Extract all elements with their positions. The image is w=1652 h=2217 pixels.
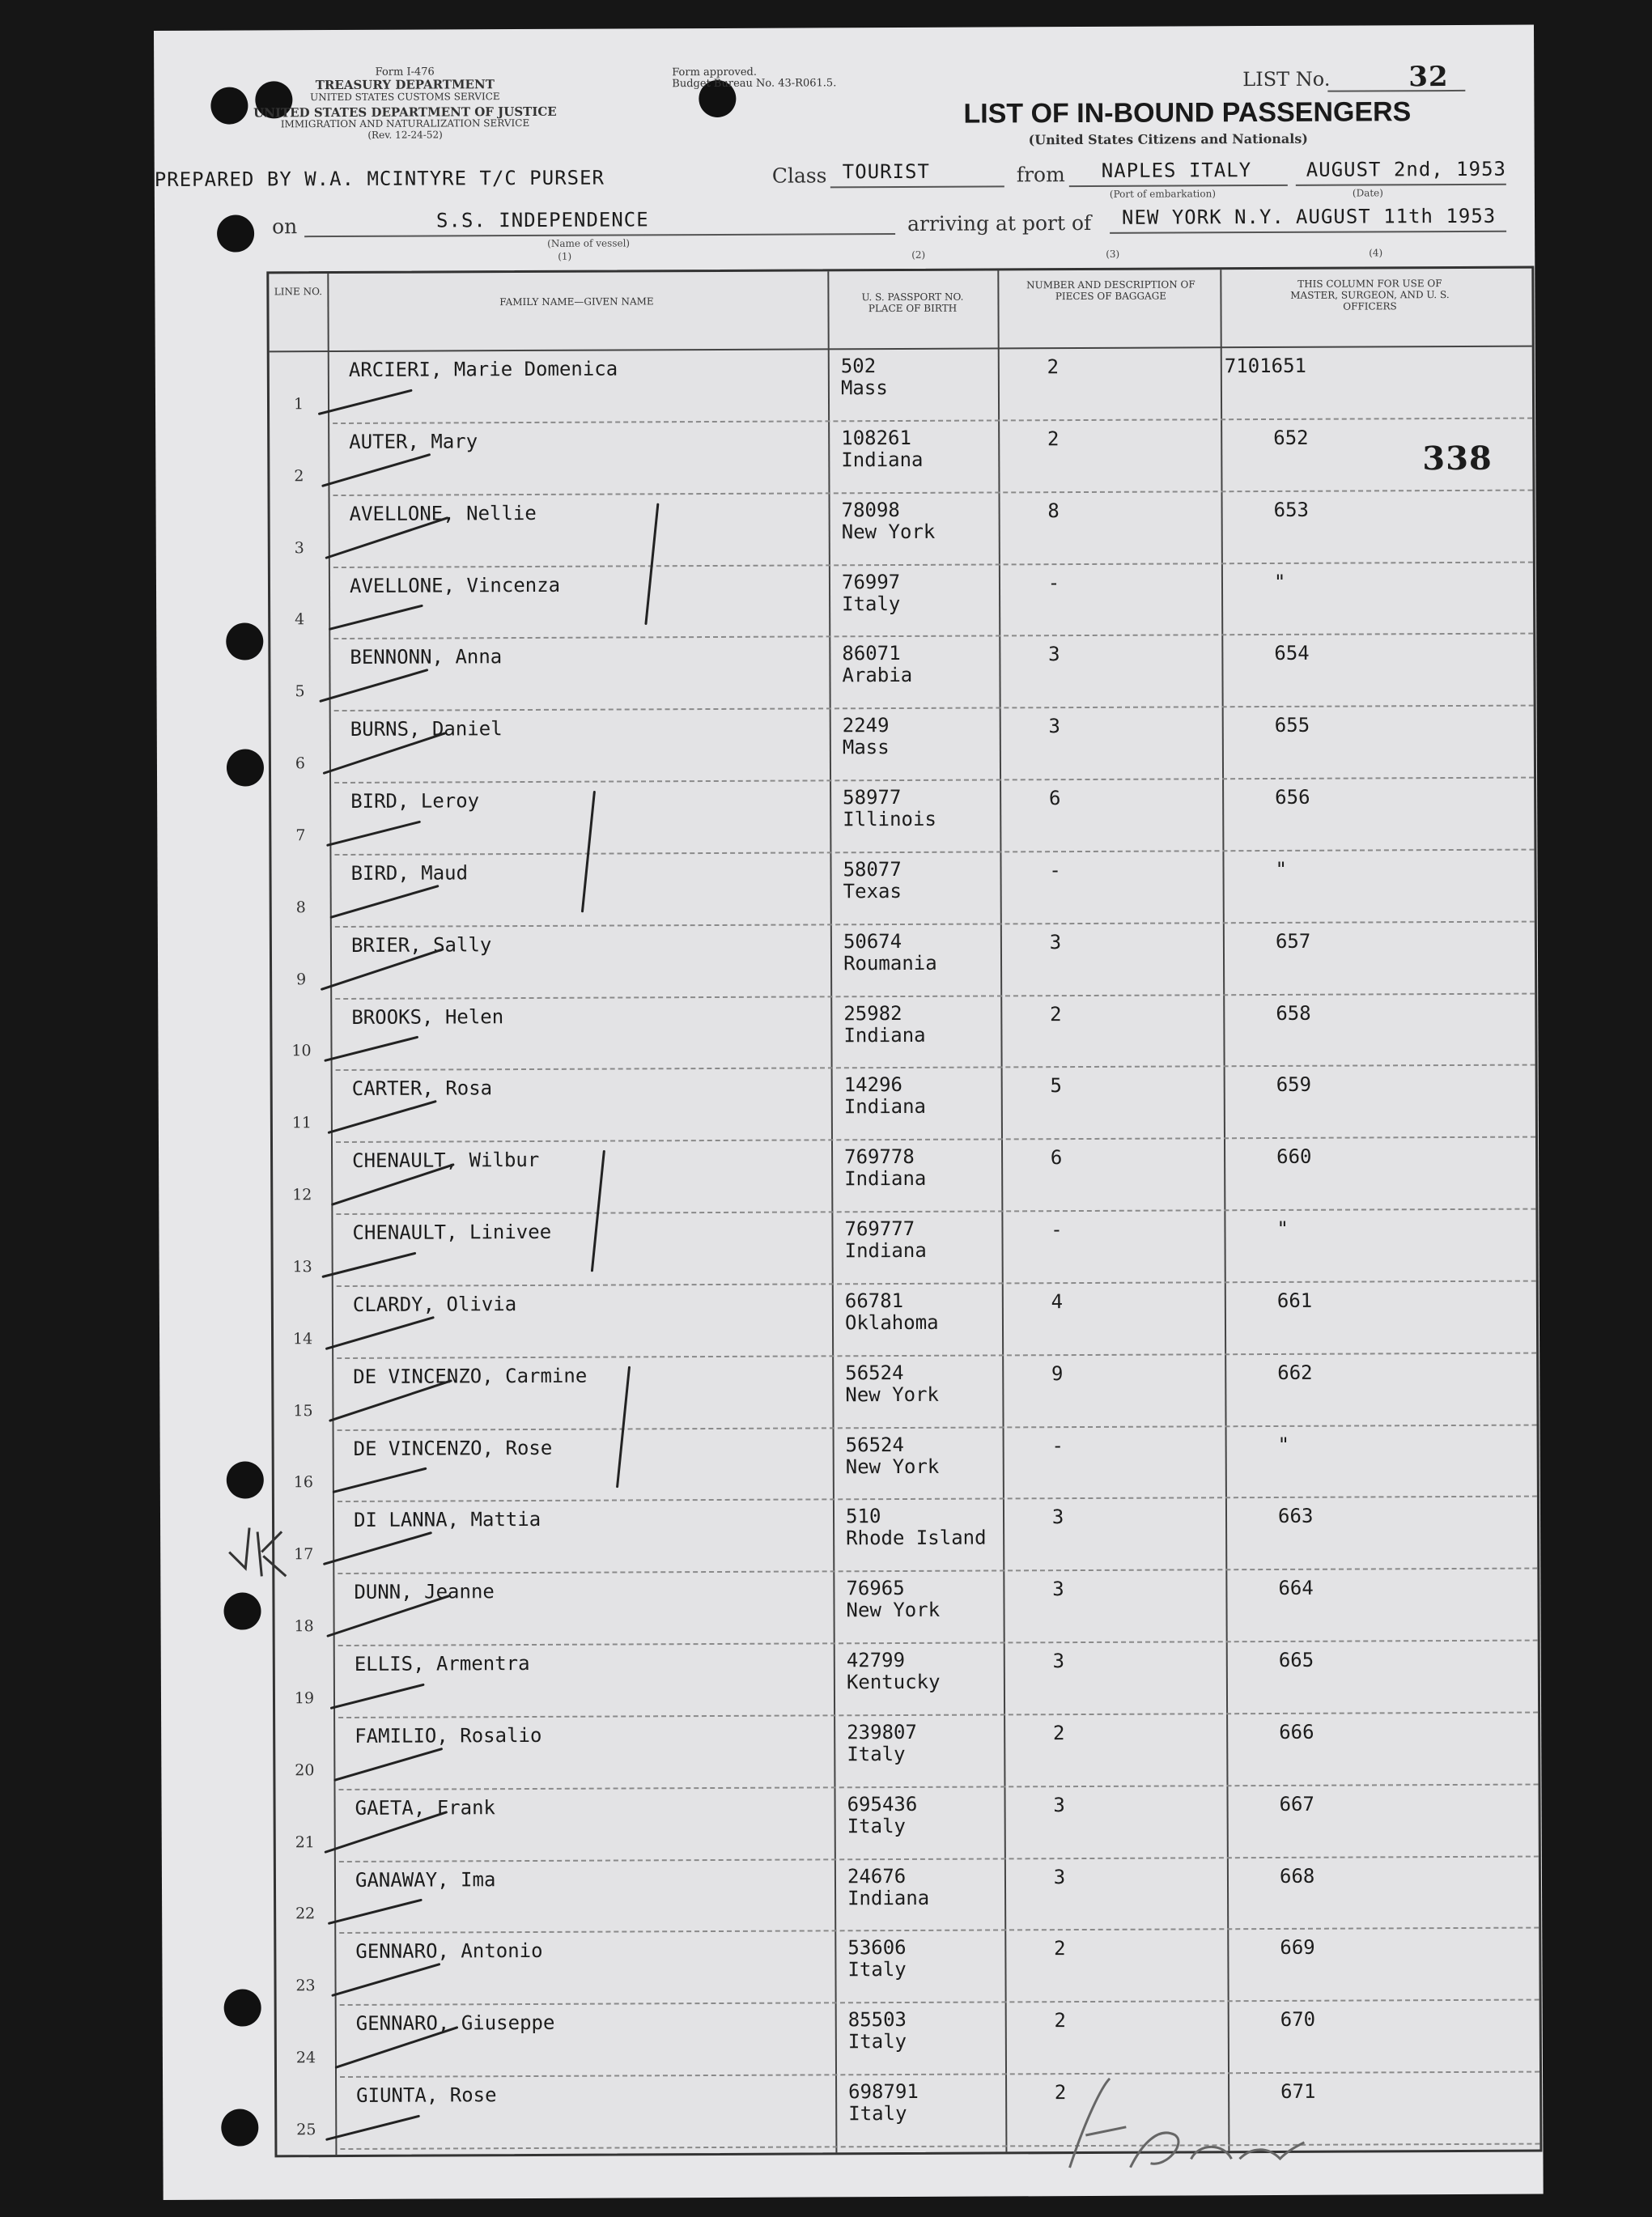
class-value: TOURIST [842,159,930,184]
punch-hole [210,87,248,124]
baggage-count: 8 [1047,499,1060,522]
place-of-birth: Indiana [843,1023,926,1047]
line-number: 16 [293,1473,313,1492]
punch-hole [226,622,263,660]
place-of-birth: Indiana [841,448,924,472]
place-of-birth: Texas [843,879,902,903]
baggage-count: 2 [1052,1722,1065,1745]
approval-block [672,66,882,91]
check-mark [329,605,423,631]
baggage-count: - [1051,1433,1064,1457]
baggage-count: 3 [1052,1650,1065,1673]
baggage-count: 2 [1047,427,1060,451]
officer-note: 7101651 [1224,354,1307,378]
place-of-birth: Mass [840,376,888,400]
place-of-birth: Italy [847,2030,907,2053]
line-number: 24 [295,2049,316,2067]
table-row [274,1497,1537,1575]
form-agency-block [251,66,558,142]
header-line-no: LINE NO. [274,286,323,298]
treasury-department: TREASURY DEPARTMENT [315,77,495,93]
vessel-caption: (Name of vessel) [547,237,631,249]
passport-number: 2249 [842,714,890,737]
punch-hole [224,1989,261,2026]
passport-number: 239807 [847,1720,917,1744]
check-mark [324,1036,418,1062]
officer-note: 663 [1277,1505,1314,1528]
table-row [270,491,1533,568]
check-mark [328,1899,423,1925]
line-number: 22 [295,1905,316,1923]
place-of-birth: Indiana [844,1238,927,1263]
table-row [275,1714,1538,1791]
passenger-name: DE VINCENZO, Carmine [353,1364,588,1388]
table-row [274,1281,1536,1359]
passport-number: 24676 [847,1864,907,1888]
prepared-by: PREPARED BY W.A. MCINTYRE T/C PURSER [154,166,605,191]
baggage-count: 3 [1048,643,1060,666]
officer-note: 671 [1280,2079,1316,2104]
budget-bureau: Budget Bureau No. 43-R061.5. [672,77,837,91]
table-row [270,635,1533,712]
officer-note: 654 [1274,642,1310,665]
check-mark [325,1316,435,1350]
header-officers: THIS COLUMN FOR USE OF MASTER, SURGEON, AND U. S. OFFICERS [1290,278,1450,312]
class-label: Class [771,164,827,188]
passport-number: 698791 [848,2080,919,2104]
passenger-name: GANAWAY, Ima [355,1867,496,1892]
officer-note: 653 [1273,498,1310,521]
passport-number: 58977 [843,786,902,809]
place-of-birth: New York [841,520,936,543]
header-passport: U. S. PASSPORT NO. PLACE OF BIRTH [861,291,964,314]
from-value: NAPLES ITALY [1101,159,1252,182]
date-caption: (Date) [1352,187,1383,199]
passenger-name: GENNARO, Giuseppe [355,2011,555,2036]
place-of-birth: Arabia [842,664,913,687]
officer-note: 659 [1276,1073,1312,1097]
passenger-name: CHENAULT, Linivee [352,1220,552,1245]
date-underline [1296,184,1506,186]
page-title: LIST OF IN-BOUND PASSENGERS [963,96,1412,130]
baggage-count: 3 [1049,930,1062,953]
officer-note: 662 [1277,1361,1313,1384]
on-label: on [271,214,298,239]
place-of-birth: Oklahoma [844,1310,939,1335]
passport-number: 108261 [841,426,911,450]
place-of-birth: Roumania [843,951,937,975]
passenger-name: ELLIS, Armentra [354,1652,530,1676]
officer-note: 666 [1279,1720,1314,1743]
check-mark [330,1684,425,1709]
customs-service: UNITED STATES CUSTOMS SERVICE [310,90,500,103]
ins-service: IMMIGRATION AND NATURALIZATION SERVICE [280,117,530,130]
check-mark [326,820,421,846]
line-number: 2 [294,466,304,485]
passport-number: 85503 [847,2008,907,2032]
line-number: 11 [291,1114,312,1132]
passenger-name: DE VINCENZO, Rose [353,1436,553,1460]
passport-number: 53606 [847,1936,907,1960]
place-of-birth: New York [845,1382,940,1407]
department-of-justice: UNITED STATES DEPARTMENT OF JUSTICE [253,104,557,121]
officer-note: " [1275,857,1288,881]
line-number: 25 [296,2121,316,2139]
passenger-name: ARCIERI, Marie Domenica [348,357,618,381]
line-number: 17 [294,1545,314,1564]
officer-note: 660 [1276,1145,1312,1169]
line-number: 15 [293,1401,313,1420]
check-mark [321,1252,416,1278]
passport-number: 502 [840,355,877,378]
handwritten-mark-left [221,1519,294,1587]
line-number: 6 [295,754,306,773]
officer-note: 667 [1279,1792,1314,1816]
officer-note: 652 [1273,426,1309,449]
baggage-count: 3 [1053,1865,1066,1888]
col-2-caption: (2) [911,248,926,261]
form-number: Form I-476 [375,66,435,79]
check-mark [331,1963,440,1997]
passenger-name: CARTER, Rosa [351,1077,493,1101]
table-row [271,707,1534,784]
baggage-count: 2 [1050,1002,1062,1026]
check-mark [319,669,428,703]
baggage-count: 3 [1051,1506,1064,1529]
table-row [271,779,1534,856]
from-label: from [1016,163,1065,187]
table-row [273,1210,1535,1288]
baggage-count: 2 [1054,1937,1066,1960]
passenger-name: BENNONN, Anna [350,645,503,669]
passenger-name: CHENAULT, Wilbur [352,1149,540,1173]
officer-note: 655 [1274,713,1310,737]
form-revision: (Rev. 12-24-52) [367,129,443,141]
line-number: 12 [292,1186,312,1204]
passport-number: 25982 [843,1001,902,1025]
baggage-count: 3 [1048,715,1061,738]
table-row [272,922,1535,1000]
check-mark [328,1100,437,1134]
table-row [272,994,1535,1072]
passport-number: 58077 [843,857,902,881]
place-of-birth: Rhode Island [846,1526,987,1550]
table-row [270,347,1532,425]
passenger-name: DUNN, Jeanne [354,1580,495,1604]
header-baggage: NUMBER AND DESCRIPTION OF PIECES OF BAGGAGE [1026,278,1195,302]
officer-note: " [1273,570,1286,593]
table-row [277,2001,1539,2079]
officer-note: 665 [1278,1648,1314,1672]
officer-note: 669 [1280,1936,1315,1960]
passport-number: 56524 [845,1433,904,1456]
check-mark [321,453,431,487]
passenger-name: BRIER, Sally [350,932,492,957]
handwritten-annotation: 338 [1422,439,1493,478]
passport-number: 769778 [844,1145,915,1169]
table-row [270,418,1532,496]
line-number: 23 [295,1977,316,1995]
officer-note: 664 [1278,1577,1314,1600]
baggage-count: 9 [1051,1361,1064,1385]
table-row [270,563,1533,640]
place-of-birth: Italy [847,1958,907,1981]
line-number: 1 [293,395,304,414]
check-mark [333,1748,443,1782]
row-rule [340,2143,1539,2150]
table-row [274,1569,1537,1647]
baggage-count: 3 [1052,1578,1064,1601]
arriving-label: arriving at port of [907,210,1092,236]
passenger-table [266,266,1542,2158]
passenger-name: GIUNTA, Rose [356,2083,497,2108]
line-number: 8 [295,898,306,916]
line-number: 4 [295,610,305,629]
place-of-birth: Italy [847,1742,906,1766]
place-of-birth: Italy [842,592,901,615]
check-mark [333,1467,427,1493]
list-number-label: LIST No. [1242,67,1331,91]
line-number: 5 [295,682,305,701]
line-number: 19 [294,1689,315,1708]
passport-number: 78098 [841,498,900,521]
table-row [276,1929,1539,2007]
officer-note: " [1277,1433,1290,1456]
table-row [277,2073,1539,2151]
table-row [273,1066,1535,1144]
line-number: 7 [295,826,306,845]
punch-hole [227,1461,264,1498]
place-of-birth: Italy [847,1814,906,1838]
passenger-name: BIRD, Maud [350,861,469,885]
punch-hole [221,2109,258,2146]
baggage-count: 4 [1051,1290,1064,1314]
officer-note: 656 [1275,785,1310,809]
baggage-count: 2 [1054,2009,1067,2032]
officer-note: 668 [1279,1864,1315,1888]
check-mark [325,2115,420,2141]
line-number: 3 [294,538,304,557]
line-number: 21 [295,1833,315,1851]
passport-number: 76997 [841,570,901,593]
line-number: 20 [295,1760,315,1780]
baggage-count: - [1047,571,1060,594]
arrival-underline [1110,231,1506,234]
list-number-value: 32 [1408,61,1449,94]
place-of-birth: New York [845,1455,940,1478]
line-number: 13 [292,1258,312,1276]
place-of-birth: Indiana [843,1095,927,1119]
place-of-birth: Kentucky [846,1670,941,1694]
table-row [275,1785,1538,1862]
col-1-caption: (1) [558,250,572,262]
baggage-count: 2 [1047,355,1060,379]
baggage-count: - [1051,1218,1063,1242]
place-of-birth: Indiana [847,1886,930,1909]
punch-hole [223,1592,261,1629]
arrival-date: AUGUST 11th 1953 [1295,204,1497,228]
baggage-count: 6 [1048,787,1061,810]
officer-note: 670 [1280,2008,1316,2032]
baggage-count: 3 [1053,1793,1065,1816]
check-mark [329,885,439,919]
page-subtitle: (United States Citizens and Nationals) [1028,130,1308,148]
passenger-name: GAETA, Frank [355,1795,496,1820]
passport-number: 56524 [845,1361,904,1385]
place-of-birth: Indiana [844,1167,927,1191]
punch-hole [217,214,254,252]
passport-number: 66781 [844,1289,904,1313]
place-of-birth: Mass [842,736,890,759]
passport-number: 769777 [844,1217,915,1241]
line-number: 9 [296,970,307,988]
passenger-name: FAMILIO, Rosalio [355,1723,542,1748]
table-row [274,1425,1537,1503]
line-number: 14 [292,1329,313,1348]
from-caption: (Port of embarkation) [1109,188,1217,200]
passenger-name: BIRD, Leroy [350,789,480,813]
vessel-underline [304,233,895,237]
line-number: 10 [291,1042,312,1060]
table-row [275,1642,1538,1719]
from-underline [1069,185,1288,187]
vessel-name: S.S. INDEPENDENCE [435,208,649,232]
class-underline [830,185,1004,188]
passport-number: 86071 [842,642,901,665]
passport-number: 50674 [843,929,902,953]
passenger-name: BURNS, Daniel [350,717,503,741]
arrival-port: NEW YORK N.Y. [1121,205,1285,229]
baggage-count: - [1049,858,1061,882]
check-mark [323,1531,432,1565]
passenger-name: BROOKS, Helen [351,1004,504,1029]
officer-note: 658 [1276,1001,1311,1025]
passport-number: 14296 [843,1073,903,1097]
check-mark [318,389,413,414]
line-number: 18 [294,1617,314,1636]
form-approved: Form approved. [672,66,758,79]
passenger-name: AUTER, Mary [349,430,478,453]
table-row [271,850,1534,928]
passport-number: 76965 [846,1577,905,1600]
passenger-name: AVELLONE, Vincenza [349,573,561,597]
passport-number: 42799 [846,1649,906,1672]
manifest-page [154,25,1544,2200]
punch-hole [227,749,264,786]
officer-note: 657 [1275,929,1311,953]
handwritten-initials [1053,2070,1316,2195]
passenger-name: AVELLONE, Nellie [349,501,537,525]
table-row [274,1353,1536,1431]
officer-note: " [1276,1217,1289,1241]
place-of-birth: Illinois [843,807,936,831]
table-row [273,1138,1535,1216]
passport-number: 510 [845,1505,881,1528]
table-row [276,1857,1539,1935]
departure-date: AUGUST 2nd, 1953 [1306,157,1507,181]
baggage-count: 2 [1054,2081,1067,2104]
col-4-caption: (4) [1369,247,1383,259]
place-of-birth: New York [846,1599,941,1622]
passport-number: 695436 [847,1792,918,1816]
passenger-name: GENNARO, Antonio [355,1939,543,1964]
passenger-name: DI LANNA, Mattia [353,1508,541,1532]
baggage-count: 6 [1050,1146,1063,1170]
place-of-birth: Italy [848,2102,907,2126]
header-name: FAMILY NAME—GIVEN NAME [499,295,654,308]
baggage-count: 5 [1050,1074,1062,1098]
passenger-name: CLARDY, Olivia [352,1292,517,1316]
officer-note: 661 [1276,1289,1313,1312]
col-3-caption: (3) [1106,248,1120,260]
